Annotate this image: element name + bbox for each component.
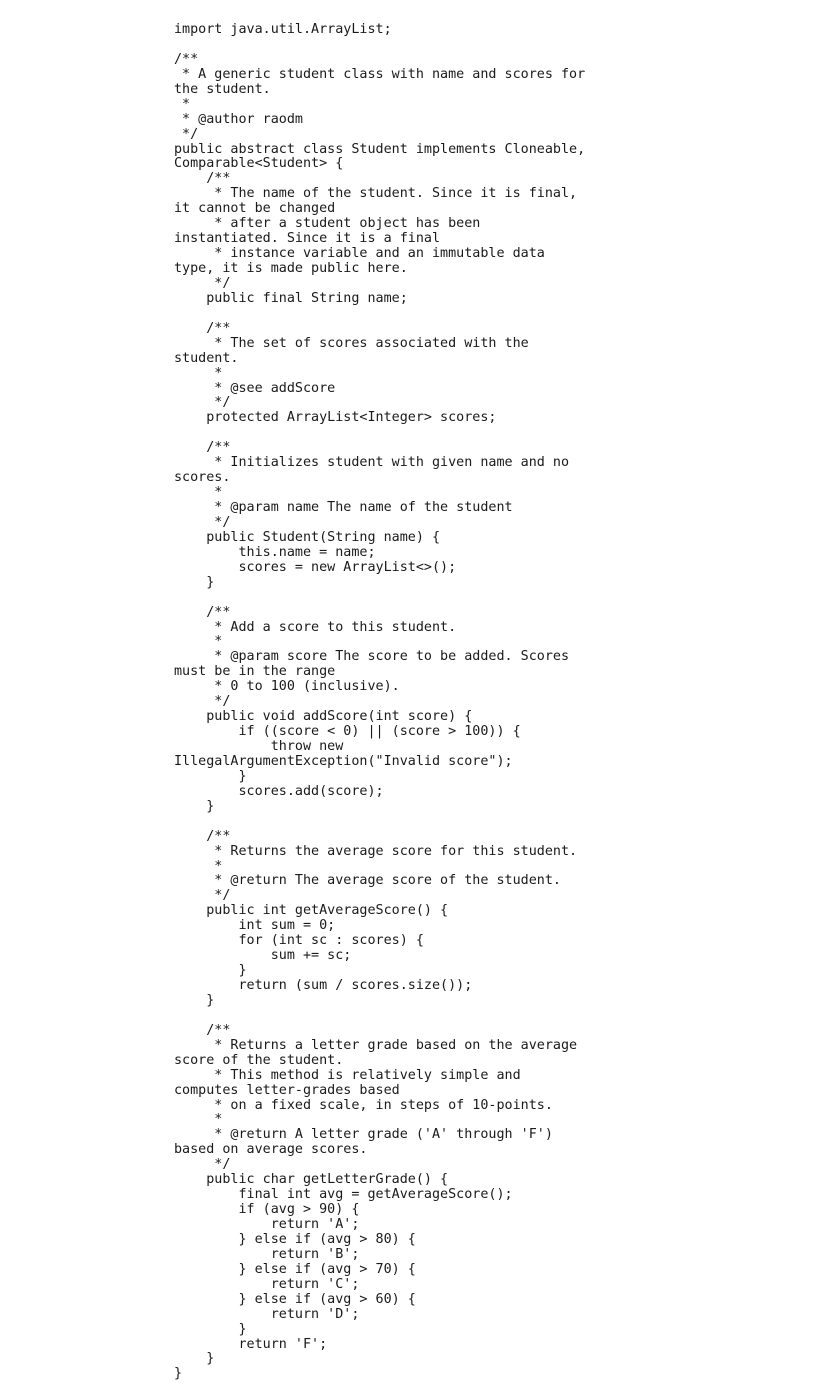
code-line: * This method is relatively simple and	[174, 1067, 521, 1083]
code-line	[174, 1009, 814, 1024]
code-line: * The set of scores associated with the	[174, 335, 529, 351]
code-line: return 'C';	[174, 1276, 360, 1292]
code-line: * after a student object has been	[174, 216, 481, 232]
code-line: /**	[174, 604, 231, 620]
code-line: } else if (avg > 70) {	[174, 1261, 416, 1277]
code-line: * The name of the student. Since it is final,	[174, 186, 578, 202]
code-line: * @return A letter grade ('A' through 'F')	[174, 1127, 553, 1143]
code-line: return 'D';	[174, 1306, 360, 1322]
code-line: * on a fixed scale, in steps of 10-points.	[174, 1097, 553, 1113]
code-line: * Returns the average score for this student.	[174, 843, 578, 859]
code-line: */	[174, 888, 231, 904]
code-line	[174, 426, 814, 441]
code-listing	[174, 23, 814, 1382]
code-line: return 'A';	[174, 1217, 360, 1232]
code-line: scores = new ArrayList<>();	[174, 559, 457, 575]
code-line: public final String name;	[174, 290, 408, 306]
code-line: *	[174, 634, 223, 650]
code-line: /**	[174, 440, 231, 456]
code-line: */	[174, 1157, 231, 1173]
code-line: }	[174, 963, 247, 979]
code-line: scores.	[174, 470, 231, 486]
code-line: return 'B';	[174, 1246, 360, 1262]
code-line: * 0 to 100 (inclusive).	[174, 679, 400, 695]
code-line: * A generic student class with name and scores for	[174, 66, 586, 82]
code-line: }	[174, 1321, 247, 1337]
code-line: protected ArrayList<Integer> scores;	[174, 410, 497, 426]
code-line: int sum = 0;	[174, 918, 336, 934]
code-line: *	[174, 858, 223, 874]
code-line: if (avg > 90) {	[174, 1202, 360, 1218]
code-line: public int getAverageScore() {	[174, 903, 449, 919]
code-line: /**	[174, 1022, 231, 1038]
code-line	[174, 307, 814, 322]
code-line: sum += sc;	[174, 948, 352, 964]
code-line: }	[174, 1351, 215, 1367]
code-line: * Initializes student with given name and no	[174, 455, 570, 471]
code-line: */	[174, 395, 231, 411]
code-line: based on average scores.	[174, 1142, 368, 1158]
code-line: must be in the range	[174, 664, 336, 680]
code-line: *	[174, 96, 191, 112]
code-line: return 'F';	[174, 1336, 328, 1352]
code-line	[174, 591, 814, 606]
code-line: } else if (avg > 60) {	[174, 1291, 416, 1307]
code-line: */	[174, 126, 199, 142]
code-line: }	[174, 798, 215, 814]
code-line: *	[174, 485, 223, 501]
code-line: type, it is made public here.	[174, 261, 408, 276]
code-line	[174, 815, 814, 830]
code-line: if ((score < 0) || (score > 100)) {	[174, 724, 521, 740]
code-line: }	[174, 1366, 183, 1382]
code-line: } else if (avg > 80) {	[174, 1231, 416, 1247]
code-line: this.name = name;	[174, 544, 376, 560]
code-line: it cannot be changed	[174, 201, 336, 217]
code-line: }	[174, 768, 247, 784]
code-line: score of the student.	[174, 1052, 344, 1068]
code-line: scores.add(score);	[174, 783, 384, 799]
code-line: public abstract class Student implements Cloneable,	[174, 141, 586, 157]
code-line: public Student(String name) {	[174, 529, 441, 545]
code-line: * Returns a letter grade based on the average	[174, 1037, 578, 1053]
code-line: * @param score The score to be added. Scores	[174, 649, 570, 665]
code-line: public char getLetterGrade() {	[174, 1172, 449, 1188]
code-line: instantiated. Since it is a final	[174, 231, 441, 247]
code-line: }	[174, 574, 215, 590]
code-line: return (sum / scores.size());	[174, 978, 473, 993]
code-line: /**	[174, 171, 231, 187]
code-line: * @author raodm	[174, 111, 303, 127]
code-line: IllegalArgumentException("Invalid score");	[174, 753, 513, 769]
code-line: */	[174, 514, 231, 530]
code-line: throw new	[174, 739, 344, 754]
code-line: *	[174, 365, 223, 381]
code-line: */	[174, 694, 231, 710]
code-line: * instance variable and an immutable data	[174, 246, 545, 262]
code-line: * Add a score to this student.	[174, 619, 457, 635]
code-line: */	[174, 275, 231, 291]
code-line: /**	[174, 320, 231, 336]
code-line: }	[174, 992, 215, 1008]
code-line: /**	[174, 51, 199, 67]
code-line: public void addScore(int score) {	[174, 709, 473, 725]
code-line	[174, 38, 814, 53]
code-line: Comparable<Student> {	[174, 156, 344, 172]
code-line: * @param name The name of the student	[174, 500, 513, 515]
code-line: import java.util.ArrayList;	[174, 22, 392, 37]
code-line: /**	[174, 828, 231, 844]
code-line: * @see addScore	[174, 380, 336, 396]
code-line: computes letter-grades based	[174, 1082, 400, 1098]
code-line: *	[174, 1112, 223, 1128]
code-line: the student.	[174, 81, 271, 97]
code-line: final int avg = getAverageScore();	[174, 1187, 513, 1203]
code-line: for (int sc : scores) {	[174, 933, 424, 949]
code-line: * @return The average score of the student.	[174, 873, 561, 889]
code-line: student.	[174, 350, 239, 366]
